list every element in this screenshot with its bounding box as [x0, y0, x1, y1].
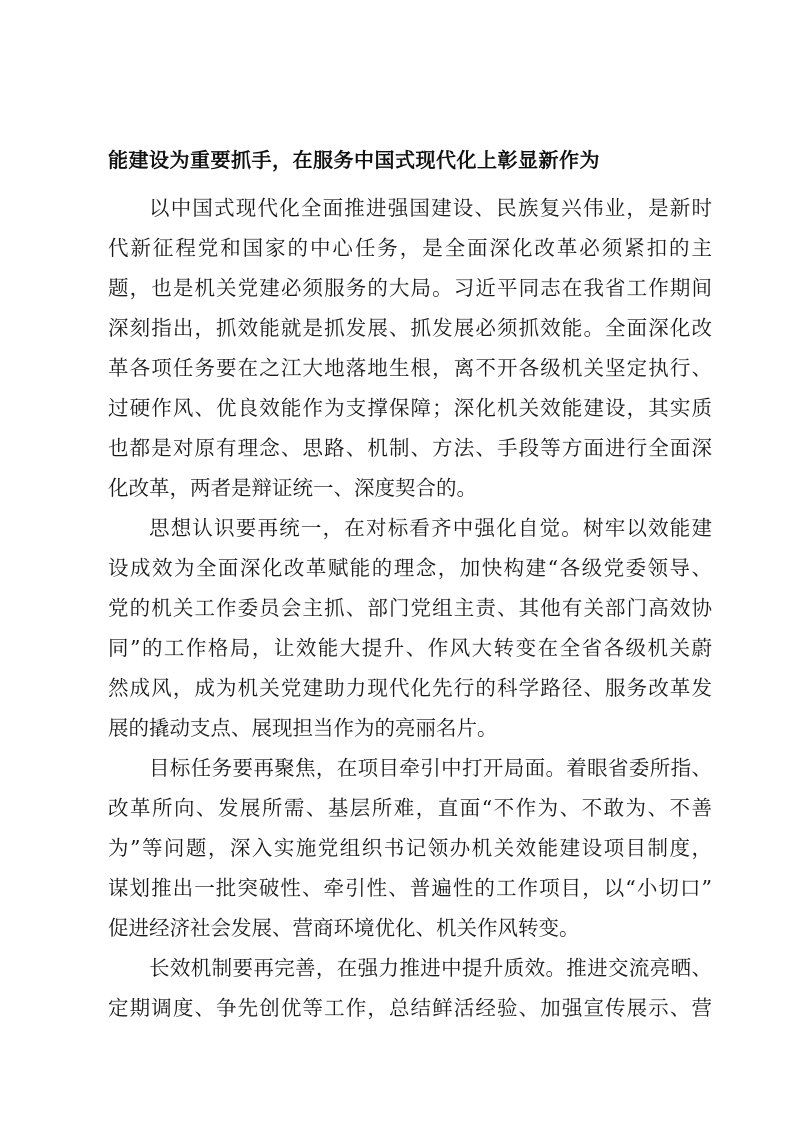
text-line: 谋划推出一批突破性、牵引性、普遍性的工作项目，以“小切口” — [108, 876, 712, 900]
text-line: 展的撬动支点、展现担当作为的亮丽名片。 — [108, 716, 498, 740]
text-line: 党的机关工作委员会主抓、部门党组主责、其他有关部门高效协 — [108, 596, 712, 620]
text-line: 深刻指出，抓效能就是抓发展、抓发展必须抓效能。全面深化改 — [108, 316, 712, 340]
text-line: 为”等问题，深入实施党组织书记领办机关效能建设项目制度， — [108, 836, 712, 860]
section-heading: 能建设为重要抓手，在服务中国式现代化上彰显新作为 — [108, 148, 600, 172]
text-line: 设成效为全面深化改革赋能的理念，加快构建“各级党委领导、 — [108, 556, 712, 580]
text-line: 也都是对原有理念、思路、机制、方法、手段等方面进行全面深 — [108, 436, 712, 460]
paragraph-2 — [108, 508, 712, 748]
body-text — [108, 188, 712, 1028]
text-line: 化改革，两者是辩证统一、深度契合的。 — [108, 476, 477, 500]
text-line: 改革所向、发展所需、基层所难，直面“不作为、不敢为、不善 — [108, 796, 712, 820]
text-line: 过硬作风、优良效能作为支撑保障；深化机关效能建设，其实质 — [108, 396, 712, 420]
text-line: 思想认识要再统一，在对标看齐中强化自觉。树牢以效能建 — [149, 516, 712, 540]
paragraph-4 — [108, 948, 712, 1028]
text-line: 然成风，成为机关党建助力现代化先行的科学路径、服务改革发 — [108, 676, 712, 700]
text-line: 目标任务要再聚焦，在项目牵引中打开局面。着眼省委所指、 — [149, 756, 712, 780]
text-line: 革各项任务要在之江大地落地生根，离不开各级机关坚定执行、 — [108, 356, 712, 380]
text-line: 长效机制要再完善，在强力推进中提升质效。推进交流亮晒、 — [149, 956, 712, 980]
text-line: 题，也是机关党建必须服务的大局。习近平同志在我省工作期间 — [108, 276, 712, 300]
text-line: 同”的工作格局，让效能大提升、作风大转变在全省各级机关蔚 — [108, 636, 712, 660]
paragraph-1 — [108, 188, 712, 508]
text-line: 促进经济社会发展、营商环境优化、机关作风转变。 — [108, 916, 580, 940]
text-line: 代新征程党和国家的中心任务，是全面深化改革必须紧扣的主 — [108, 236, 712, 260]
paragraph-3 — [108, 748, 712, 948]
text-line: 以中国式现代化全面推进强国建设、民族复兴伟业，是新时 — [149, 196, 712, 220]
text-line: 定期调度、争先创优等工作，总结鲜活经验、加强宣传展示、营 — [108, 996, 712, 1020]
